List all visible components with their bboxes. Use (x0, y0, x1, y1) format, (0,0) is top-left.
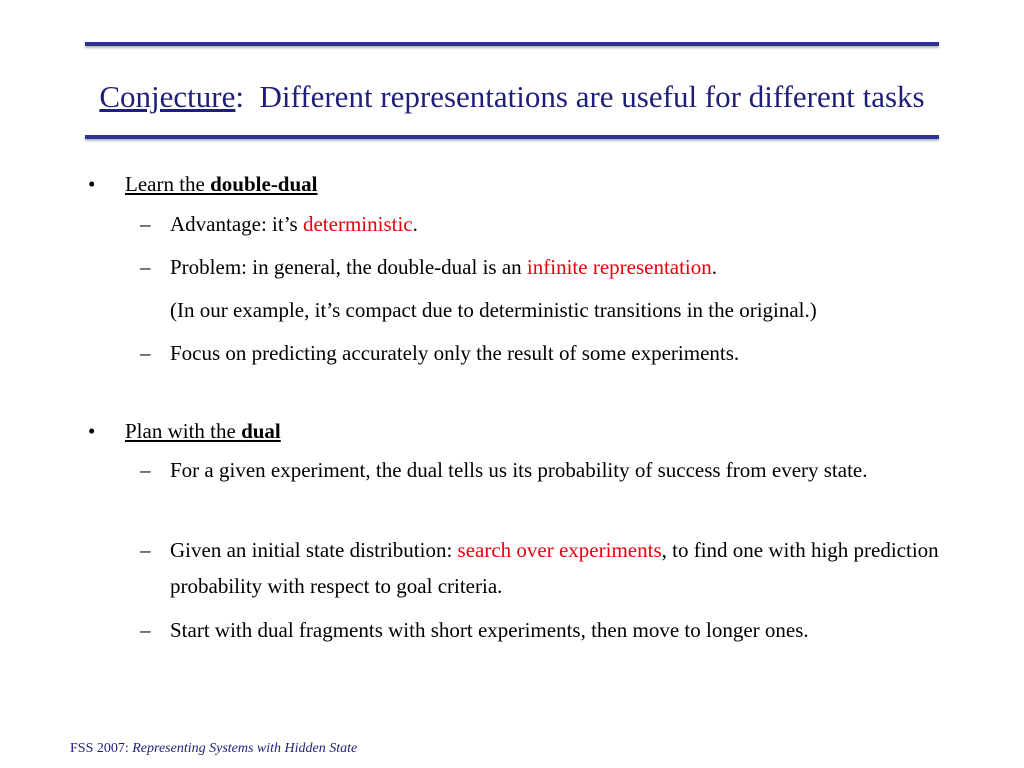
bullet-heading: Learn the double-dual (125, 172, 318, 196)
sub-item-dash: – (140, 212, 151, 236)
sub-item-text: For a given experiment, the dual tells us its probability of success from every state. (170, 458, 868, 482)
highlight-infinite-representation: infinite representation (526, 255, 712, 279)
sub-item-text: Start with dual fragments with short experiments, then move to longer ones. (170, 618, 809, 642)
highlight-search-over-experiments: search over experiments (457, 538, 662, 562)
footer-prefix: FSS 2007: (70, 741, 133, 756)
sub-item-dash: – (140, 538, 151, 562)
bullet-marker: • (88, 419, 96, 443)
sub-item-text: Problem: in general, the double-dual is an infinite representation. (170, 255, 718, 279)
sub-item-focus (140, 335, 980, 371)
sub-item-advantage (140, 206, 980, 242)
sub-item-continuation (170, 292, 1010, 328)
sub-item-problem (140, 249, 980, 285)
bullet-heading: Plan with the dual (125, 419, 281, 443)
sub-item-text: Advantage: it’s deterministic. (170, 212, 418, 236)
sub-item-dash: – (140, 341, 151, 365)
slide-title (0, 78, 1024, 116)
title-separator: : (235, 79, 245, 114)
sub-item-dash: – (140, 618, 151, 642)
bullet-marker: • (88, 172, 96, 196)
title-rule-top (85, 42, 939, 46)
sub-item-dash: – (140, 255, 151, 279)
sub-item-start-short (140, 612, 980, 648)
bullet-emphasis: dual (241, 419, 281, 443)
slide-footer (70, 740, 357, 758)
sub-item-text: Given an initial state distribution: search over experiments, to find one with high prediction probability with respect to goal criteria. (170, 538, 939, 598)
sub-item-dual-probability (140, 452, 980, 488)
sub-item-search (140, 532, 980, 604)
bullet-emphasis: double-dual (210, 172, 318, 196)
title-rule-bottom (85, 135, 939, 139)
footer-title: Representing Systems with Hidden State (132, 741, 358, 756)
title-rest: Different representations are useful for different tasks (259, 79, 925, 114)
sub-item-text: Focus on predicting accurately only the result of some experiments. (170, 341, 740, 365)
highlight-deterministic: deterministic (302, 212, 413, 236)
sub-item-dash: – (140, 458, 151, 482)
sub-item-text: (In our example, it’s compact due to deterministic transitions in the original.) (170, 298, 817, 322)
title-lead: Conjecture (99, 79, 236, 114)
